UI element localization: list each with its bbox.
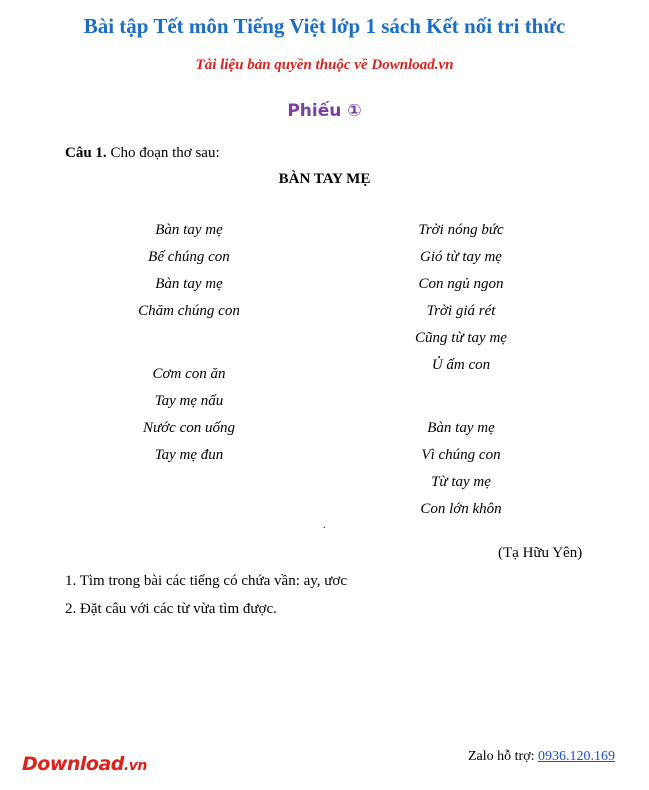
- zalo-support-label: Zalo hỗ trợ:: [468, 749, 538, 764]
- question-1: [65, 145, 220, 162]
- task-1: 1. Tìm trong bài các tiếng có chứa vần: ay, ươc: [65, 573, 348, 589]
- copyright-note: Tài liệu bản quyền thuộc về Download.vn: [195, 57, 454, 73]
- poem-line: Trời giá rét: [426, 303, 496, 319]
- poem-author: (Tạ Hữu Yên): [498, 545, 583, 561]
- zalo-phone-link[interactable]: 0936.120.169: [538, 749, 615, 764]
- poem-line: Bàn tay mẹ: [155, 276, 223, 292]
- poem-line: Chăm chúng con: [138, 303, 240, 319]
- task-2: 2. Đặt câu với các từ vừa tìm được.: [65, 601, 277, 617]
- poem-line: Bế chúng con: [148, 249, 230, 265]
- question-1-prompt: Cho đoạn thơ sau:: [110, 145, 220, 161]
- logo-tld-text: .vn: [123, 758, 147, 774]
- poem-line: Gió từ tay mẹ: [420, 249, 502, 265]
- sheet-label: Phiếu ①: [287, 101, 362, 121]
- poem-line: Nước con uống: [142, 420, 235, 436]
- poem-line: Con ngủ ngon: [418, 276, 504, 292]
- poem-line: Con lớn khôn: [420, 501, 502, 517]
- poem-line: Tay mẹ đun: [154, 447, 224, 463]
- poem-line: Vì chúng con: [421, 447, 501, 463]
- question-1-label: Câu 1.: [65, 145, 107, 161]
- poem-line: Tay mẹ nấu: [154, 393, 224, 409]
- zalo-support: [468, 749, 615, 765]
- poem-line: Ủ ấm con: [431, 357, 491, 373]
- logo-main-text: Download: [22, 753, 124, 775]
- document-title: Bài tập Tết môn Tiếng Việt lớp 1 sách Kết nối tri thức: [83, 14, 566, 38]
- poem-line: Trời nóng bức: [418, 222, 504, 238]
- download-logo[interactable]: [22, 753, 147, 775]
- poem-line: Cũng từ tay mẹ: [415, 330, 507, 346]
- poem-line: Cơm con ăn: [152, 366, 226, 382]
- poem-line: Từ tay mẹ: [431, 474, 491, 490]
- poem-line: Bàn tay mẹ: [155, 222, 223, 238]
- poem-line: Bàn tay mẹ: [427, 420, 495, 436]
- poem-title: BÀN TAY MẸ: [278, 171, 371, 187]
- stray-dot: .: [323, 520, 326, 531]
